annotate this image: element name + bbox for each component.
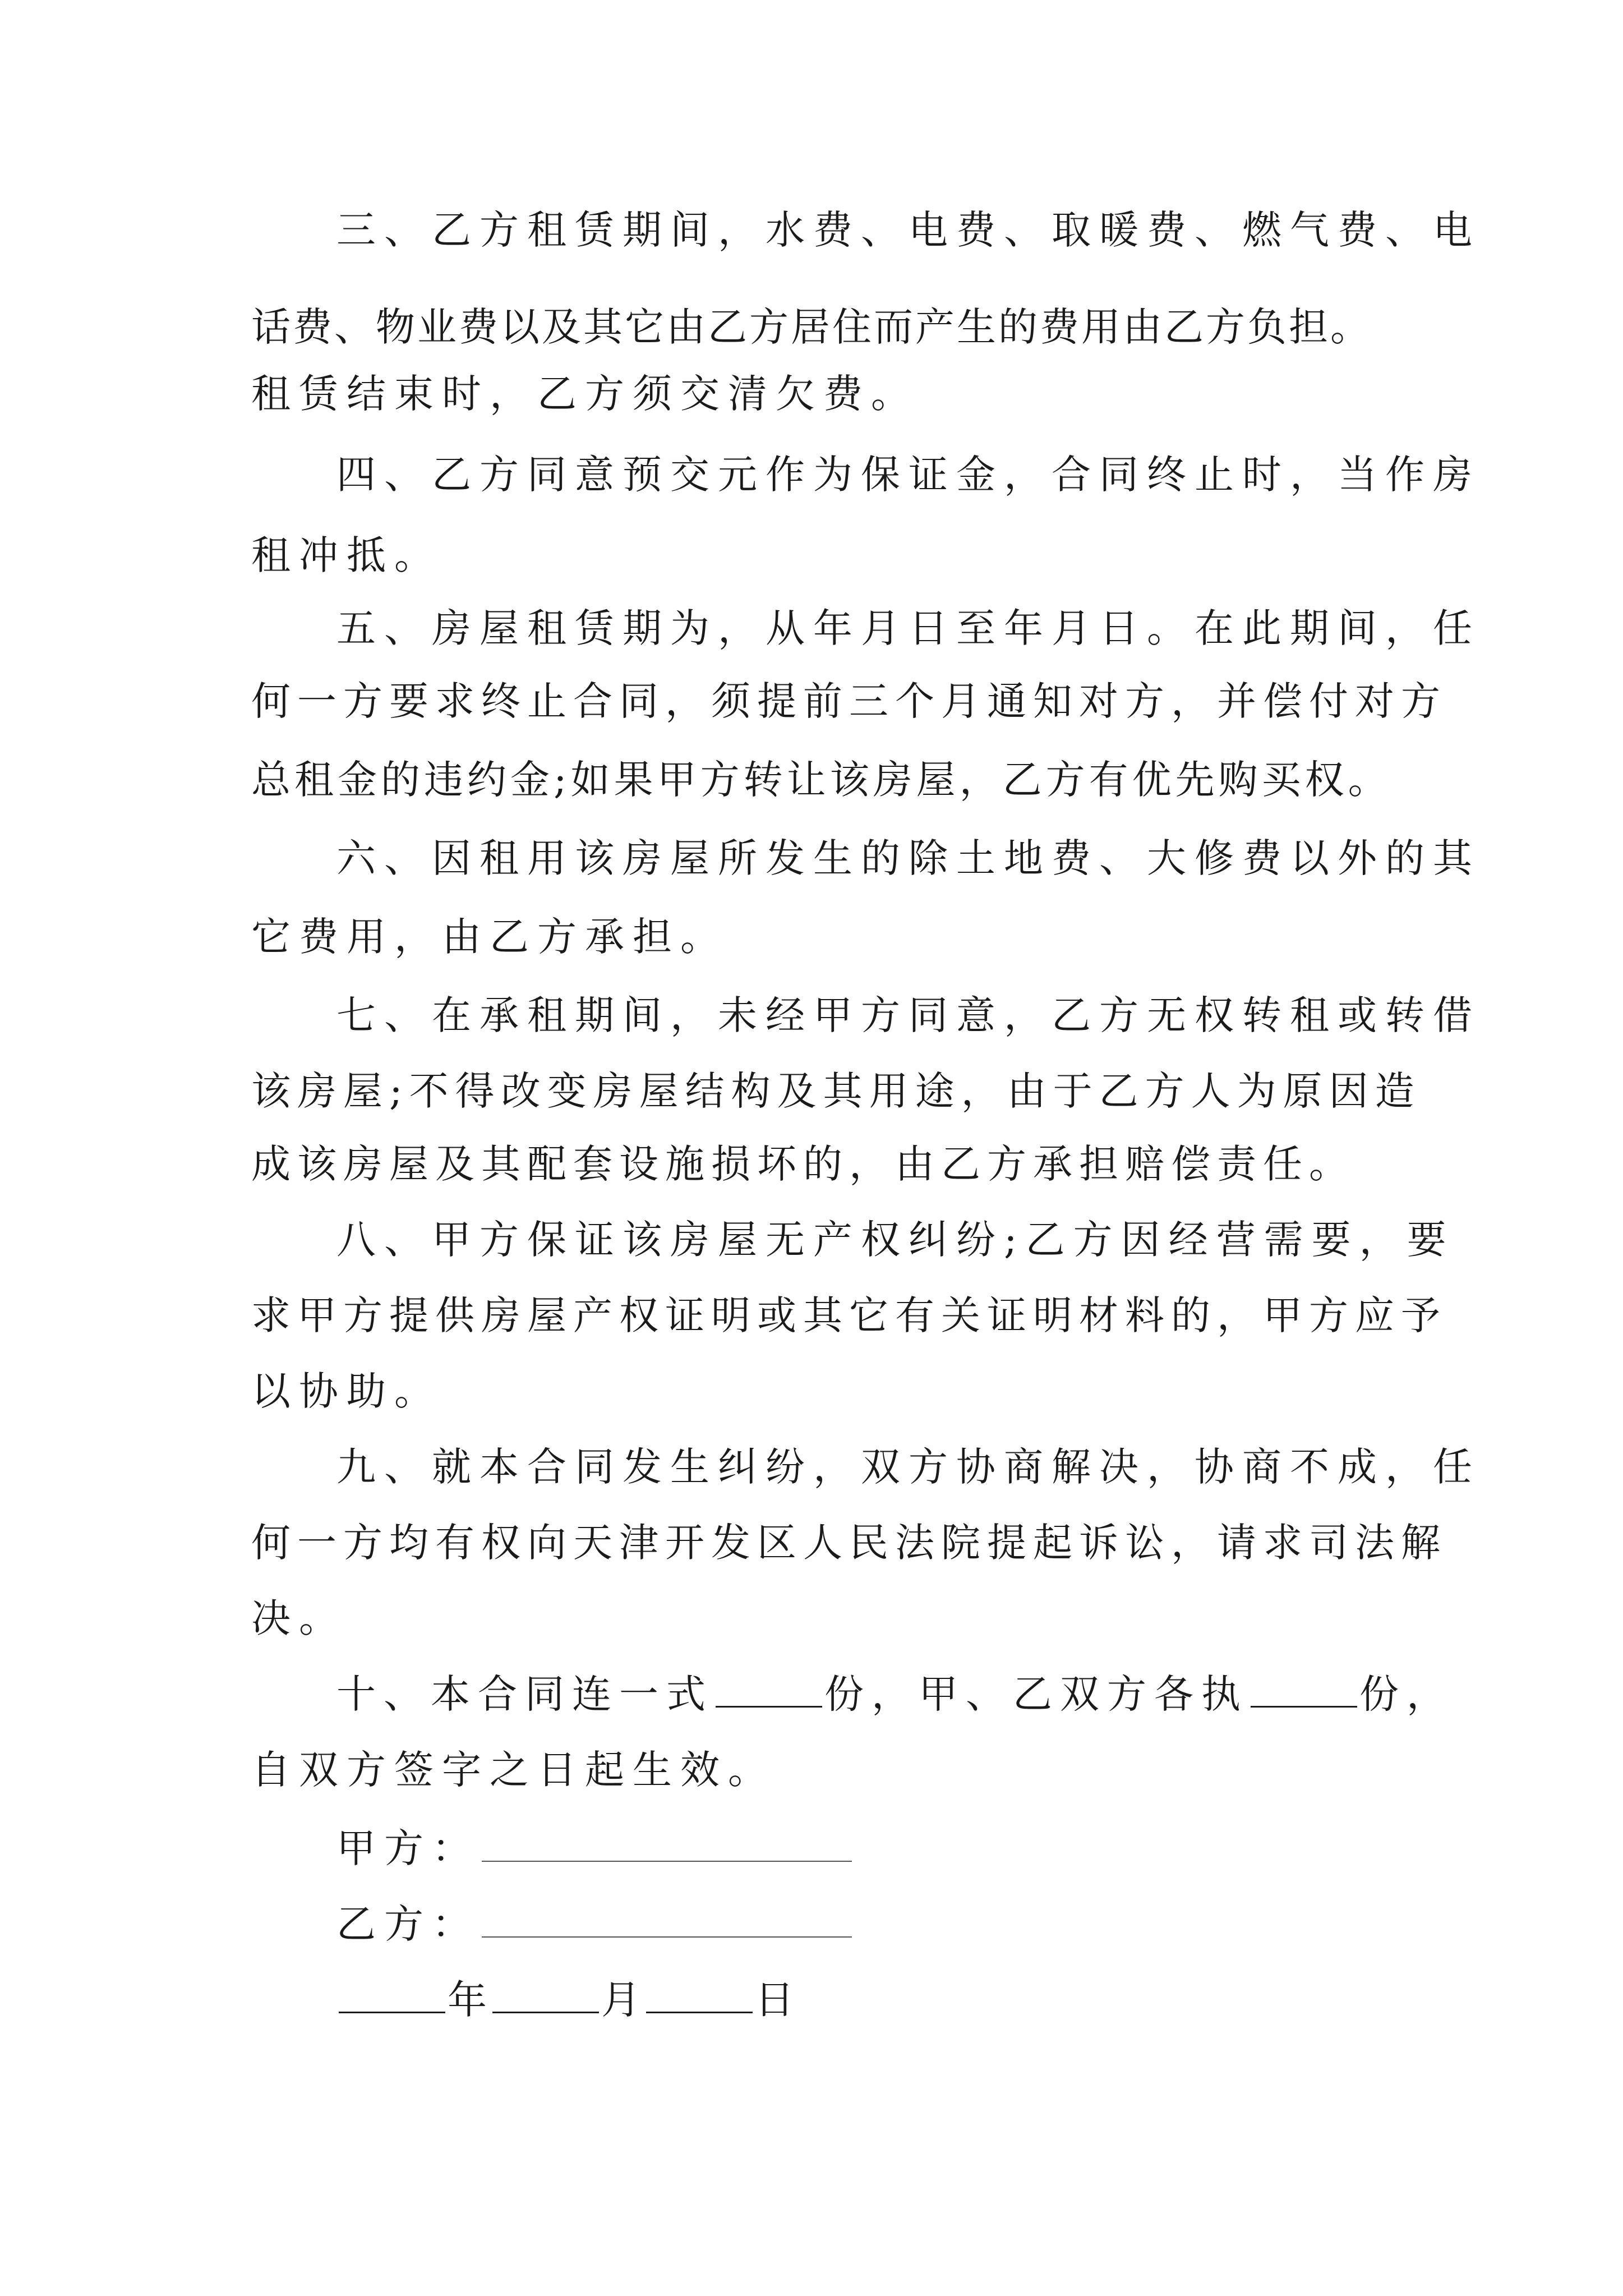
party-b-signature-line	[336, 1902, 854, 1947]
clause-5-line-1: 五、房屋租赁期为，从年月日至年月日。在此期间，任	[336, 605, 1481, 651]
clause-9-line-3: 决。	[251, 1595, 347, 1641]
date-line	[336, 1977, 797, 2022]
clause-10-text-3: 份，	[1359, 1671, 1454, 1717]
clause-7-line-1: 七、在承租期间，未经甲方同意，乙方无权转租或转借	[336, 992, 1481, 1038]
clause-5-line-2: 何一方要求终止合同，须提前三个月通知对方，并偿付对方	[251, 678, 1447, 724]
clause-10-line-2: 自双方签字之日起生效。	[251, 1747, 776, 1793]
month-blank[interactable]	[492, 1979, 599, 2013]
clause-3-line-2: 话费、物业费以及其它由乙方居住而产生的费用由乙方负担。	[251, 304, 1372, 350]
day-label: 日	[755, 1977, 797, 2023]
clause-3-line-1: 三、乙方租赁期间，水费、电费、取暖费、燃气费、电	[336, 207, 1481, 253]
party-b-signature-blank[interactable]	[482, 1904, 852, 1938]
clause-10-text-1: 十、本合同连一式	[336, 1671, 713, 1717]
clause-10-text-2: 份，甲、乙双方各执	[824, 1671, 1248, 1717]
party-b-label: 乙方：	[336, 1901, 479, 1947]
year-label: 年	[448, 1977, 490, 2023]
clause-4-line-2: 租冲抵。	[251, 532, 442, 578]
clause-5-line-3: 总租金的违约金;如果甲方转让该房屋，乙方有优先购买权。	[251, 757, 1391, 803]
clause-6-line-1: 六、因租用该房屋所发生的除土地费、大修费以外的其	[336, 835, 1481, 881]
party-a-signature-blank[interactable]	[482, 1828, 852, 1862]
clause-9-line-1: 九、就本合同发生纠纷，双方协商解决，协商不成，任	[336, 1444, 1481, 1490]
clause-8-line-3: 以协助。	[251, 1368, 442, 1414]
copies-total-blank[interactable]	[716, 1673, 822, 1708]
month-label: 月	[601, 1977, 644, 2023]
day-blank[interactable]	[646, 1979, 753, 2013]
clause-10-line-1	[336, 1672, 1454, 1717]
copies-each-blank[interactable]	[1251, 1673, 1357, 1708]
clause-3-line-3: 租赁结束时，乙方须交清欠费。	[251, 371, 919, 417]
clause-6-line-2: 它费用，由乙方承担。	[251, 914, 728, 960]
year-blank[interactable]	[339, 1979, 445, 2013]
clause-9-line-2: 何一方均有权向天津开发区人民法院提起诉讼，请求司法解	[251, 1520, 1447, 1566]
clause-7-line-2: 该房屋;不得改变房屋结构及其用途，由于乙方人为原因造	[251, 1068, 1421, 1114]
party-a-signature-line	[336, 1826, 854, 1871]
clause-8-line-1: 八、甲方保证该房屋无产权纠纷;乙方因经营需要，要	[336, 1217, 1455, 1263]
clause-8-line-2: 求甲方提供房屋产权证明或其它有关证明材料的，甲方应予	[251, 1292, 1447, 1338]
clause-7-line-3: 成该房屋及其配套设施损坏的，由乙方承担赔偿责任。	[251, 1141, 1355, 1187]
party-a-label: 甲方：	[336, 1825, 479, 1871]
clause-4-line-1: 四、乙方同意预交元作为保证金，合同终止时，当作房	[336, 452, 1481, 498]
